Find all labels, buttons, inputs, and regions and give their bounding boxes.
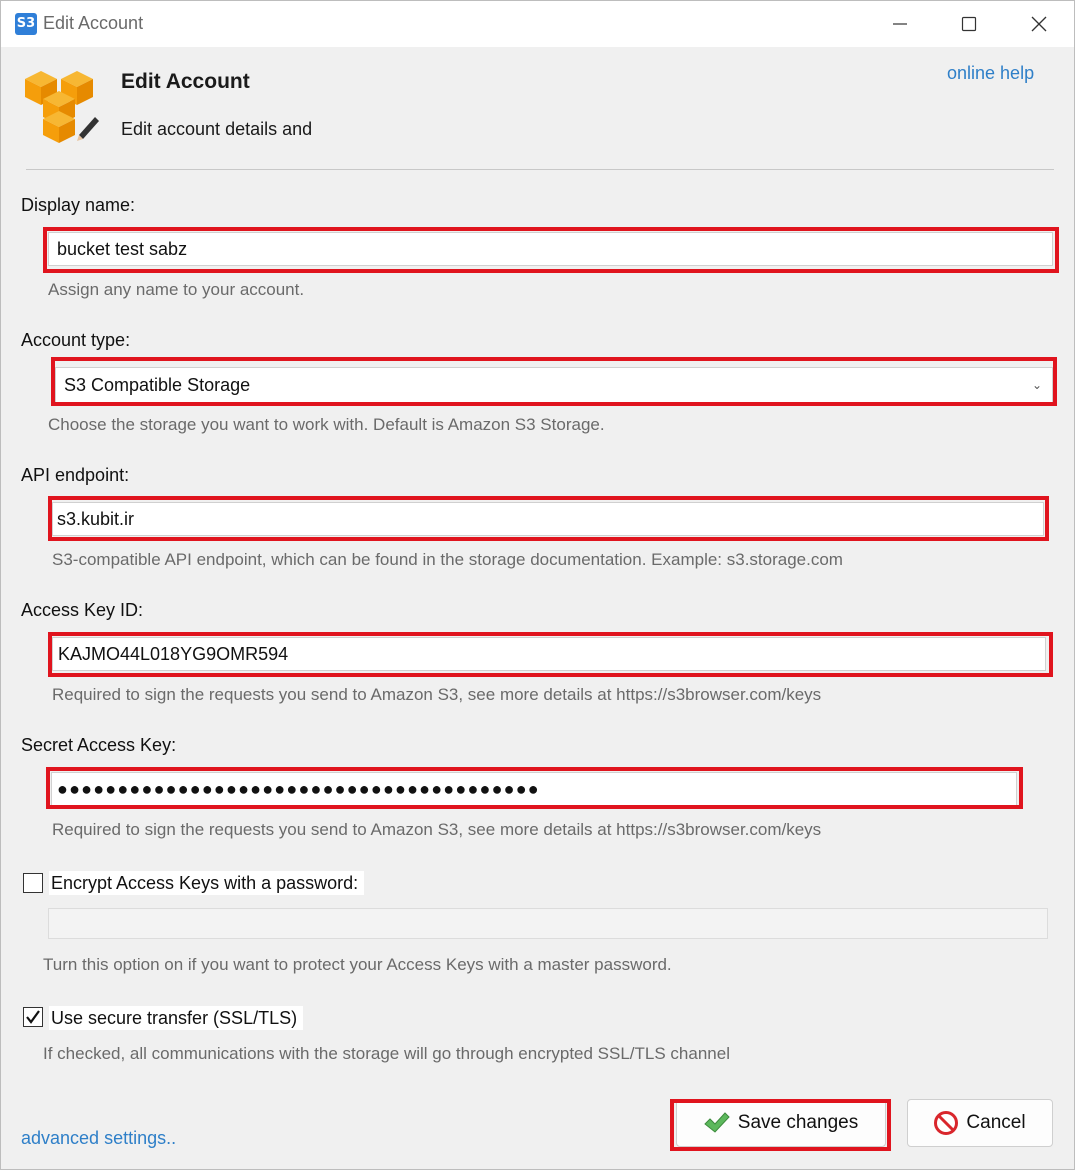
advanced-settings-link[interactable]: advanced settings..	[21, 1128, 177, 1148]
maximize-button[interactable]	[934, 1, 1004, 47]
checkmark-icon	[704, 1112, 730, 1134]
header-divider	[26, 169, 1054, 170]
master-password-input	[48, 908, 1048, 939]
close-button[interactable]	[1004, 1, 1074, 47]
minimize-button[interactable]	[865, 1, 935, 47]
chevron-down-icon: ⌄	[1031, 378, 1042, 392]
secure-transfer-hint: If checked, all communications with the storage will go through encrypted SSL/TLS channel	[43, 1044, 730, 1063]
window-title: Edit Account	[43, 13, 144, 33]
access-key-input[interactable]: KAJMO44L018YG9OMR594	[52, 637, 1046, 671]
online-help-link[interactable]: online help	[947, 63, 1035, 83]
save-changes-button[interactable]	[676, 1099, 886, 1147]
secure-transfer-label[interactable]: Use secure transfer (SSL/TLS)	[49, 1006, 303, 1030]
encrypt-hint: Turn this option on if you want to protect your Access Keys with a master password.	[43, 955, 672, 974]
secure-transfer-checkbox[interactable]	[23, 1007, 43, 1027]
account-type-hint: Choose the storage you want to work with. Default is Amazon S3 Storage.	[48, 415, 605, 434]
secret-key-label: Secret Access Key:	[21, 735, 177, 755]
close-icon	[1030, 15, 1048, 33]
api-endpoint-input[interactable]: s3.kubit.ir	[52, 502, 1044, 536]
cancel-button[interactable]	[907, 1099, 1053, 1147]
save-changes-label: Save changes	[737, 1112, 859, 1133]
account-type-label: Account type:	[21, 330, 131, 350]
api-endpoint-hint: S3-compatible API endpoint, which can be found in the storage documentation. Example: s3.storage.com	[52, 550, 843, 569]
display-name-label: Display name:	[21, 195, 136, 215]
api-endpoint-label: API endpoint:	[21, 465, 130, 485]
account-type-select[interactable]	[55, 367, 1053, 403]
encrypt-checkbox[interactable]	[23, 873, 43, 893]
cancel-label: Cancel	[966, 1112, 1026, 1133]
encrypt-checkbox-label[interactable]: Encrypt Access Keys with a password:	[49, 871, 364, 895]
display-name-hint: Assign any name to your account.	[48, 280, 305, 299]
secret-key-hint: Required to sign the requests you send to Amazon S3, see more details at https://s3browser.com/keys	[52, 820, 822, 839]
maximize-icon	[961, 16, 977, 32]
header-subtitle: Edit account details and	[121, 119, 313, 139]
amazon-boxes-edit-icon	[23, 65, 103, 145]
checkmark-icon	[25, 1009, 41, 1025]
title-bar	[1, 1, 1074, 47]
display-name-input[interactable]: bucket test sabz	[48, 232, 1053, 266]
secret-key-masked-value: ●●●●●●●●●●●●●●●●●●●●●●●●●●●●●●●●●●●●●●●●	[57, 778, 540, 799]
access-key-hint: Required to sign the requests you send to Amazon S3, see more details at https://s3browser.com/keys	[52, 685, 822, 704]
account-type-value: S3 Compatible Storage	[64, 374, 251, 395]
minimize-icon	[892, 16, 908, 32]
no-entry-icon	[934, 1111, 958, 1135]
access-key-label: Access Key ID:	[21, 600, 144, 620]
header-title: Edit Account	[121, 70, 250, 93]
s3-app-icon: S3	[15, 13, 37, 35]
secret-key-input[interactable]	[51, 772, 1017, 806]
